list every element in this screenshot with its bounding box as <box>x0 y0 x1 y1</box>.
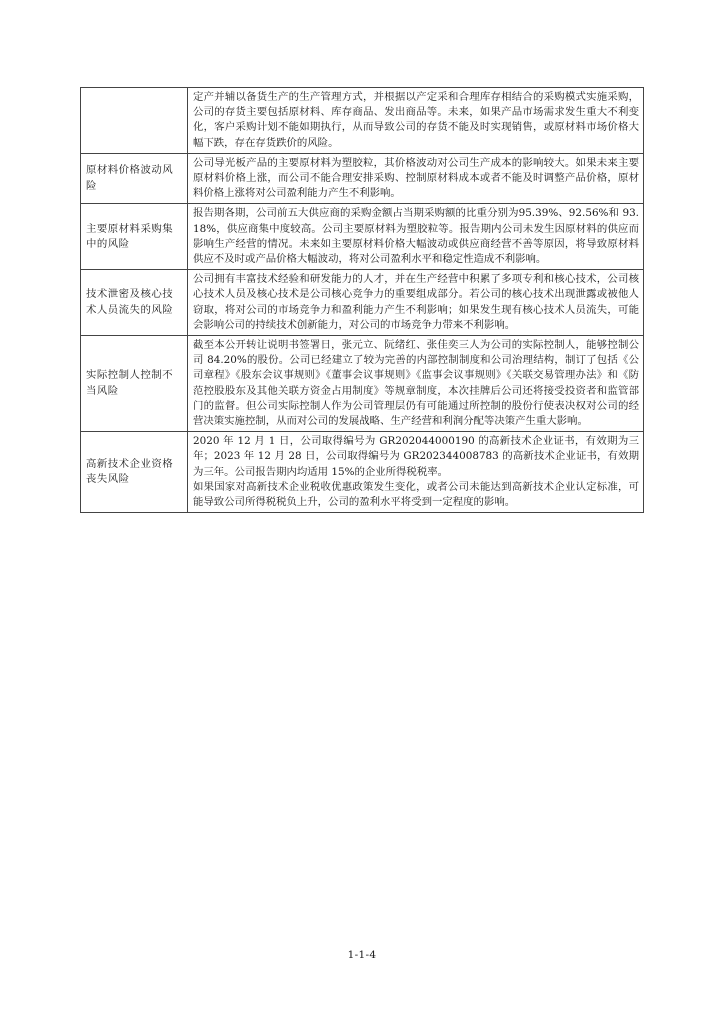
risk-name-cell: 实际控制人控制不当风险 <box>81 336 188 432</box>
risk-factors-table <box>80 87 644 513</box>
table-row <box>81 432 644 513</box>
table-row <box>81 270 644 336</box>
risk-description-cell <box>188 336 644 432</box>
risk-name-cell: 技术泄密及核心技术人员流失的风险 <box>81 270 188 336</box>
table-row <box>81 336 644 432</box>
risk-description-cell <box>188 270 644 336</box>
risk-name-cell: 主要原材料采购集中的风险 <box>81 204 188 270</box>
risk-description-cell <box>188 204 644 270</box>
risk-description-paragraph: 如果国家对高新技术企业税收优惠政策发生变化，或者公司未能达到高新技术企业认定标准，可能导致公司所得税税负上升，公司的盈利水平将受到一定程度的影响。 <box>193 480 639 509</box>
page-number: 1-1-4 <box>347 949 377 961</box>
risk-description-paragraph: 2020 年 12 月 1 日，公司取得编号为 GR202044000190 的高新技术企业证书，有效期为三年；2023 年 12 月 28 日，公司取得编号为 GR202344008783 的高新技术企业证书，有效期为三年。公司报告期内均适用 15%的企业所得税税率。 <box>193 435 639 478</box>
risk-description-cell <box>188 153 644 204</box>
risk-description-paragraph: 公司拥有丰富技术经验和研发能力的人才，并在生产经营中积累了多项专利和核心技术，公司核心技术人员及核心技术是公司核心竞争力的重要组成部分。若公司的核心技术出现泄露或被他人窃取，将对公司的市场竞争力和盈利能力产生不利影响；如果发生现有核心技术人员流失，可能会影响公司的持续技术创新能力，对公司的市场竞争力带来不利影响。 <box>193 273 639 331</box>
table-row <box>81 204 644 270</box>
risk-name-cell <box>81 88 188 154</box>
risk-description-paragraph: 截至本公开转让说明书签署日，张元立、阮绪红、张佳奕三人为公司的实际控制人，能够控制公司 84.20%的股份。公司已经建立了较为完善的内部控制制度和公司治理结构，制订了包括《公司章程》《股东会议事规则》《董事会议事规则》《监事会议事规则》《关联交易管理办法》和《防范控股股东及其他关联方资金占用制度》等规章制度，本次挂牌后公司还将接受投资者和监管部门的监督。但公司实际控制人作为公司管理层仍有可能通过所控制的股份行使表决权对公司的经营决策实施控制，从而对公司的发展战略、生产经营和利润分配等决策产生重大影响。 <box>193 339 639 428</box>
risk-name-cell: 原材料价格波动风险 <box>81 153 188 204</box>
risk-description-cell <box>188 88 644 154</box>
table-row <box>81 88 644 154</box>
risk-description-cell <box>188 432 644 513</box>
risk-description-paragraph: 公司导光板产品的主要原材料为塑胶粒，其价格波动对公司生产成本的影响较大。如果未来主要原材料价格上涨，而公司不能合理安排采购、控制原材料成本或者不能及时调整产品价格，原材料价格上涨将对公司盈利能力产生不利影响。 <box>193 156 639 200</box>
risk-description-paragraph: 报告期各期，公司前五大供应商的采购金额占当期采购额的比重分别为95.39%、92.56%和 93.18%，供应商集中度较高。公司主要原材料为塑胶粒等。报告期内公司未发生因原材料的供应而影响生产经营的情况。未来如主要原材料价格大幅波动或供应商经营不善等原因，将导致原材料供应不及时或产品价格大幅波动，将对公司盈利水平和稳定性造成不利影响。 <box>193 207 639 266</box>
table-row <box>81 153 644 204</box>
risk-name-cell: 高新技术企业资格丧失风险 <box>81 432 188 513</box>
risk-description-paragraph: 定产并辅以备货生产的生产管理方式，并根据以产定采和合理库存相结合的采购模式实施采购，公司的存货主要包括原材料、库存商品、发出商品等。未来，如果产品市场需求发生重大不利变化，客户采购计划不能如期执行，从而导致公司的存货不能及时实现销售，或原材料市场价格大幅下跌，存在存货跌价的风险。 <box>193 91 639 149</box>
